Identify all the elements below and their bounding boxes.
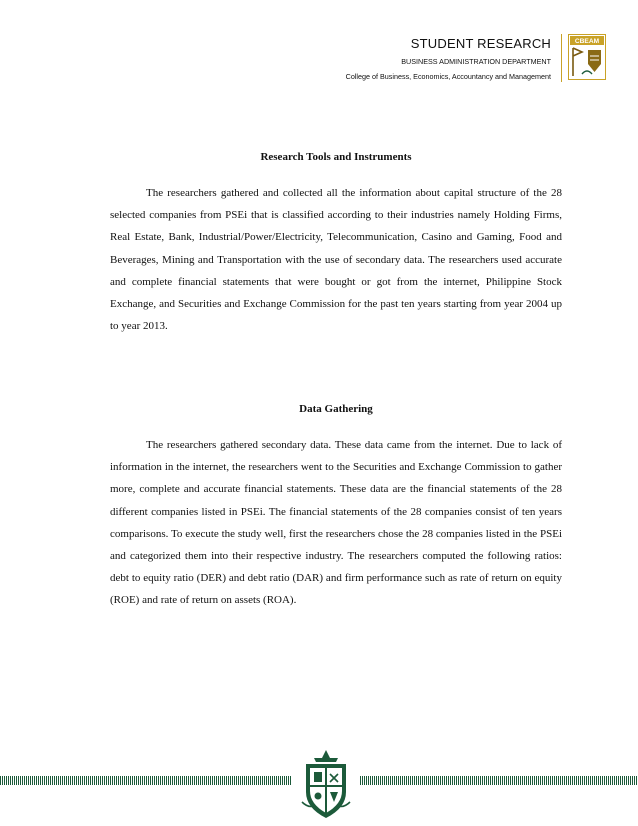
section-heading: Research Tools and Instruments: [260, 151, 412, 163]
footer-stripe-right: [360, 776, 638, 785]
header-college: College of Business, Economics, Accountancy and Management: [345, 72, 551, 81]
header-department: BUSINESS ADMINISTRATION DEPARTMENT: [401, 57, 551, 66]
footer-stripe-left: [0, 776, 292, 785]
header-title: STUDENT RESEARCH: [410, 36, 551, 51]
page-footer: [0, 738, 638, 826]
section-heading: Data Gathering: [299, 403, 373, 415]
cbeam-logo: [568, 34, 606, 80]
university-seal-icon: [300, 748, 352, 820]
header-divider: [561, 34, 562, 82]
page-header: [0, 0, 638, 90]
section-paragraph: The researchers gathered and collected all the information about capital structure of the 28 selected companies from PSEi that is classified according to their industries namely Holding Firms, Real Estate, Bank, Industrial/Power/Electricity, Telecommunication, Casino and Gaming, Food and Beverages, Mining and Transportation with the use of secondary data. The researchers used accurate and complete financial statements that were bought or got from the internet, Philippine Stock Exchange, and Securities and Exchange Commission for the past ten years starting from year 2004 up to year 2013.: [110, 187, 562, 333]
logo-text: CBEAM: [574, 38, 600, 46]
section-paragraph: The researchers gathered secondary data. These data came from the internet. Due to lack of information in the internet, the researchers went to the Securities and Exchange Commission to gather more, complete and accurate financial statements. These data are the financial statements of the 28 different companies listed in PSEi. The financial statements of the 28 companies consist of ten years comparisons. To execute the study well, first the researchers chose the 28 companies listed in the PSEi and categorized them into their respective industry. The researchers computed the following ratios: debt to equity ratio (DER) and debt ratio (DAR) and firm performance such as rate of return on equity (ROE) and rate of return on assets (ROA).: [110, 439, 562, 607]
